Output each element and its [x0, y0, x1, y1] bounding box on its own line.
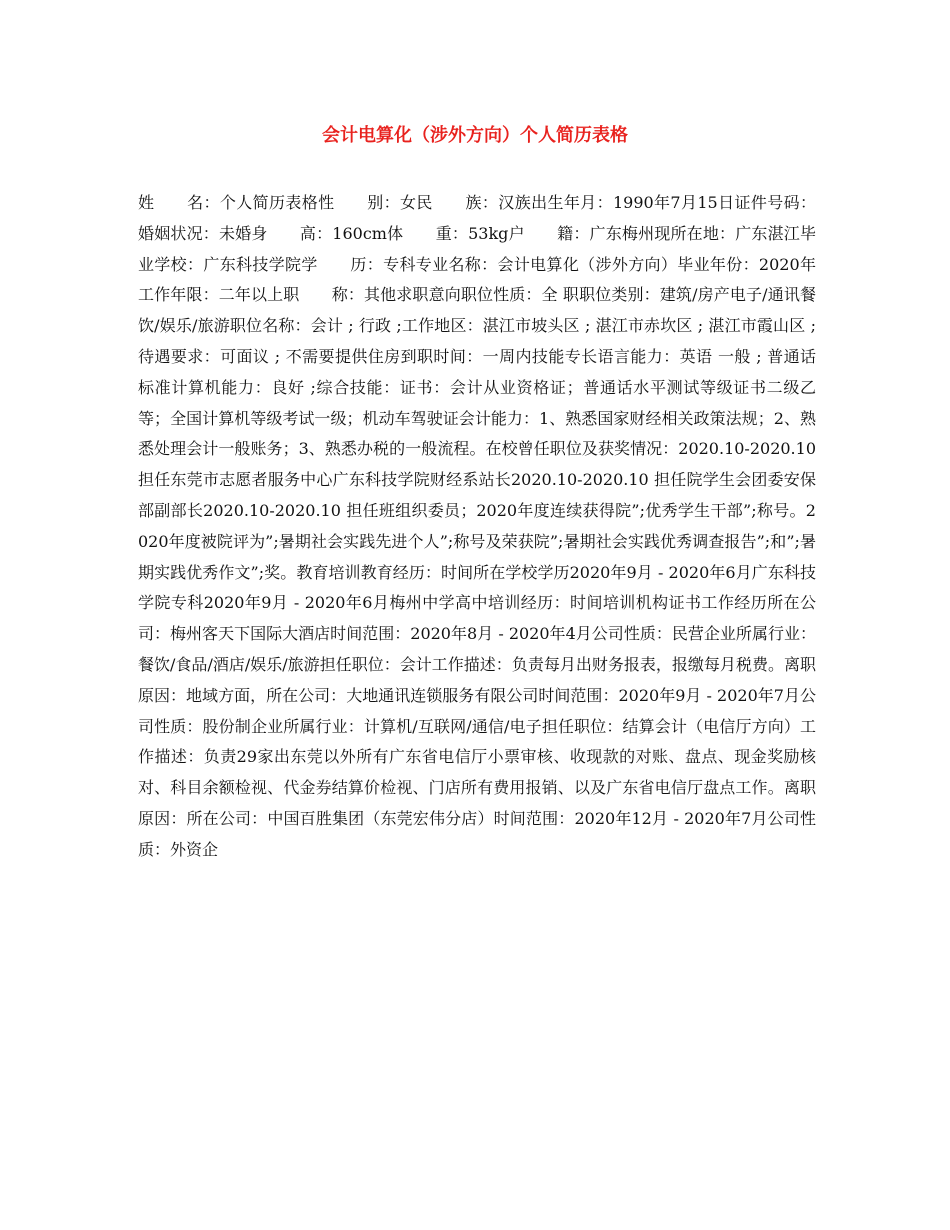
document-body: 姓 名：个人简历表格性 别：女民 族：汉族出生年月：1990年7月15日证件号码：婚姻状况：未婚身 高：160cm体 重：53kg户 籍：广东梅州现所在地：广东湛江毕业学校：广东科技学院学 历：专科专业名称：会计电算化（涉外方向）毕业年份：2020年工作年限：二年以上职 称：其他求职意向职位性质：全 职职位类别：建筑/房产电子/通讯餐饮/娱乐/旅游职位名称：会计 ; 行政 ;工作地区：湛江市坡头区 ; 湛江市赤坎区 ; 湛江市霞山区 ;待遇要求：可面议 ; 不需要提供住房到职时间：一周内技能专长语言能力：英语 一般 ; 普通话 标准计算机能力：良好 ;综合技能：证书：会计从业资格证；普通话水平测试等级证书二级乙等；全国计算机等级考试一级；机动车驾驶证会计能力：1、熟悉国家财经相关政策法规；2、熟悉处理会计一般账务；3、熟悉办税的一般流程。在校曾任职位及获奖情况：2020.10-2020.10 担任东莞市志愿者服务中心广东科技学院财经系站长2020.10-2020.10 担任院学生会团委安保部副部长2020.10-2020.10 担任班组织委员；2020年度连续获得院”;优秀学生干部”;称号。2020年度被院评为”;暑期社会实践先进个人”;称号及荣获院”;暑期社会实践优秀调查报告”;和”;暑期实践优秀作文”;奖。教育培训教育经历：时间所在学校学历2020年9月 - 2020年6月广东科技学院专科2020年9月 - 2020年6月梅州中学高中培训经历：时间培训机构证书工作经历所在公司：梅州客天下国际大酒店时间范围：2020年8月 - 2020年4月公司性质：民营企业所属行业：餐饮/食品/酒店/娱乐/旅游担任职位：会计工作描述：负责每月出财务报表，报缴每月税费。离职原因：地域方面，所在公司：大地通讯连锁服务有限公司时间范围：2020年9月 - 2020年7月公司性质：股份制企业所属行业：计算机/互联网/通信/电子担任职位：结算会计（电信厅方向）工作描述：负责29家出东莞以外所有广东省电信厅小票审核、收现款的对账、盘点、现金奖励核对、科目余额检视、代金券结算价检视、门店所有费用报销、以及广东省电信厅盘点工作。离职原因：所在公司：中国百胜集团（东莞宏伟分店）时间范围：2020年12月 - 2020年7月公司性质：外资企	[138, 193, 816, 859]
document-title: 会计电算化（涉外方向）个人简历表格	[322, 125, 628, 146]
